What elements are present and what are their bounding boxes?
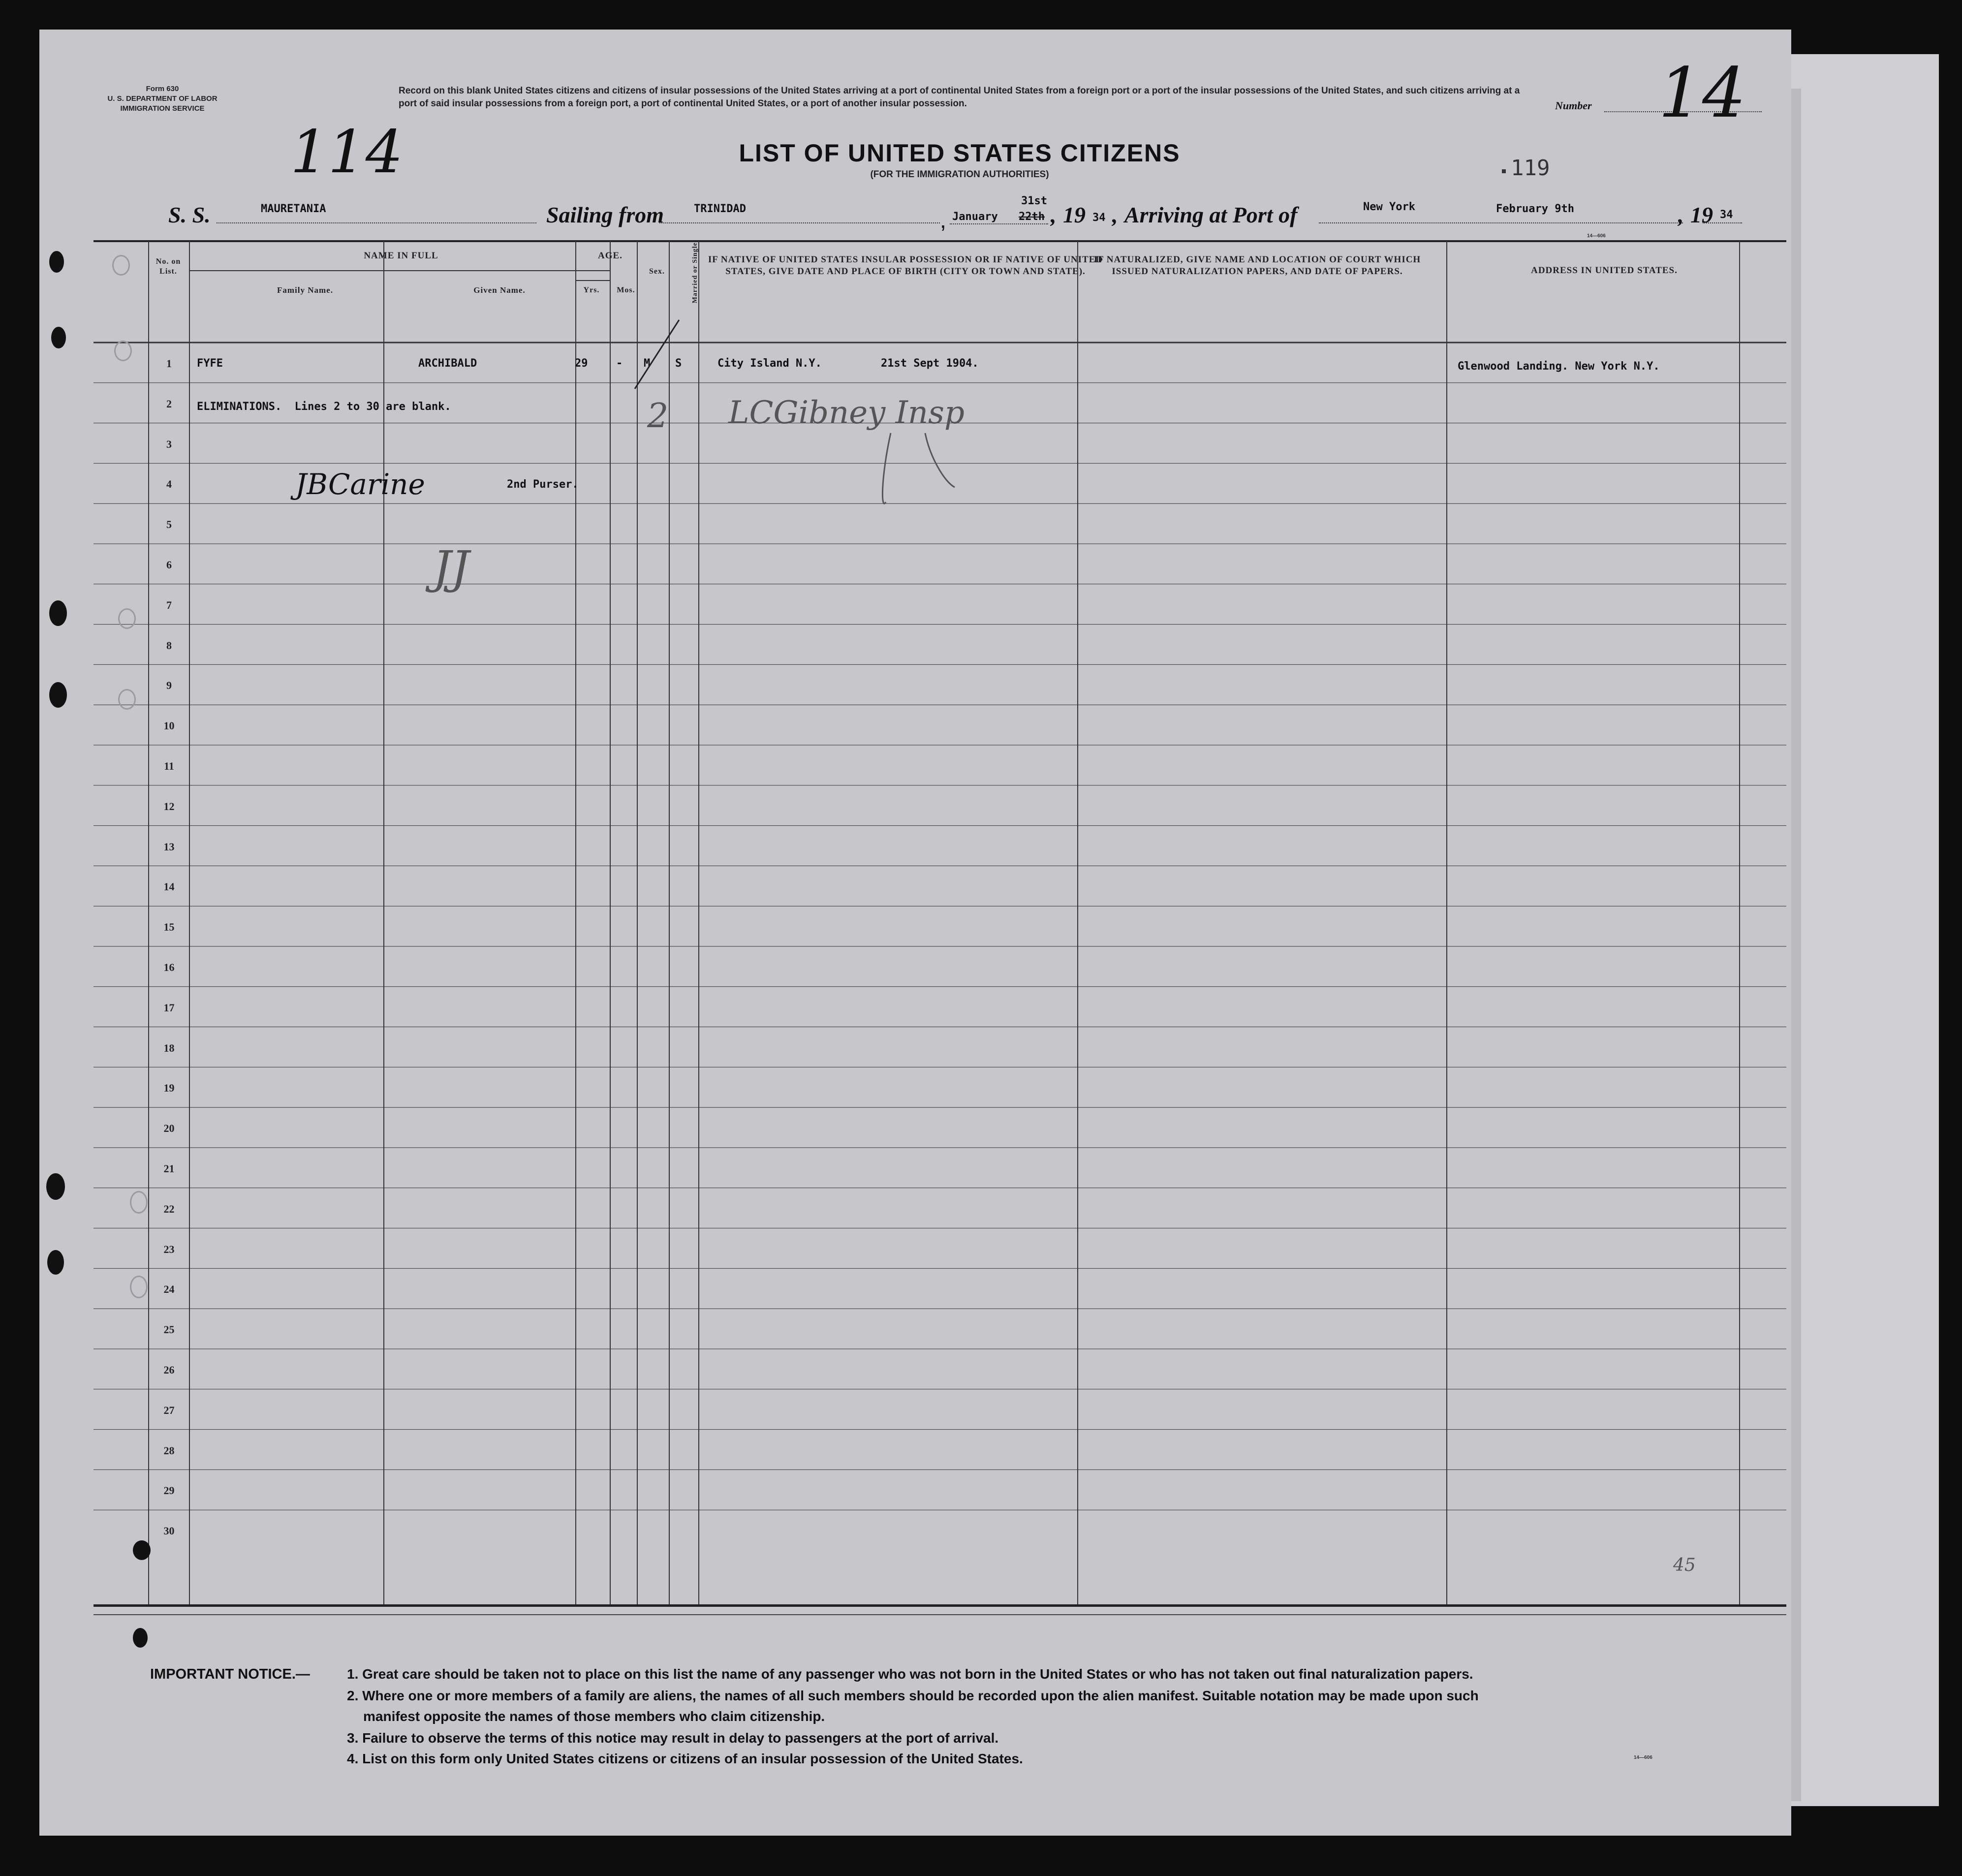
punch-hole (49, 600, 67, 626)
line-number: 8 (166, 639, 172, 652)
line-number: 15 (163, 921, 175, 934)
punch-ring (130, 1276, 148, 1298)
punch-hole (133, 1628, 148, 1648)
line-number: 19 (163, 1082, 175, 1094)
arrival-year-prefix: 19 (1690, 202, 1713, 227)
col-mos: Mos. (617, 286, 635, 294)
handwritten-page-number-left: 114 (290, 118, 404, 187)
line-number: 6 (166, 559, 172, 571)
list-number: 119 (1511, 156, 1550, 181)
line-number: 12 (163, 800, 175, 813)
notice-item-4: 4. List on this form only United States citizens or citizens of an insular possession of the United States. (347, 1751, 1023, 1766)
line-number: 18 (163, 1041, 175, 1054)
sailing-label: Sailing from (546, 202, 664, 227)
line-number: 27 (163, 1404, 175, 1416)
punch-ring (112, 255, 130, 276)
col-naturalized: IF NATURALIZED, GIVE NAME AND LOCATION OF COURT WHICH ISSUED NATURALIZATION PAPERS, AND DATE OF PAPERS. (1093, 254, 1421, 277)
printer-code-top: 14—606 (1587, 233, 1606, 239)
ship-name: MAURETANIA (261, 203, 326, 215)
signature-flourish (871, 428, 969, 517)
handwritten-initials: JJ (433, 541, 469, 594)
col-name-in-full: NAME IN FULL (364, 250, 438, 261)
age-dash-stroke (625, 315, 684, 394)
line-number: 23 (163, 1243, 175, 1255)
col-given-name: Given Name. (473, 285, 526, 295)
col-sex: Sex. (649, 267, 665, 276)
line-number: 20 (163, 1122, 175, 1135)
manifest-sheet: Form 630 U. S. DEPARTMENT OF LABOR IMMIGRATION SERVICE 114 Record on this blank United States citizens and citizens of insular possessions of the United States arriving at a port of continental United States from a foreign port or a port of the insular possessions of the United States, and such citizens arriving at a port of said insular possessions from a foreign port, a port of continental United States, or a port of another insular possession. Number 14 LIST OF UNITED STATES CITIZENS (FOR THE IMMIGRATION AUTHORITIES) 119 S. S. MAURETANIA Sailing from TRINIDAD , January 22th 31st , 19 34 , Arriving at Port of New York February 9th , 19 34 14—606 No. on List. NAME IN FULL Family Name. Given Name. AGE. Yrs. Mos. Sex. Married or Single. IF NATIVE OF UNITED STATES INSULAR POSSESSION OR IF NATIVE OF UNITED STATES, GIVE DATE AND PLACE OF BIRTH (CITY OR TOWN AND STATE). IF NATURALIZED, GIVE NAME AND LOCATION OF COURT WHICH ISSUED NATURALIZATION PAPERS, AND DATE OF PAPERS. ADDRESS IN UNITED STATES. 1 2 3 4 5 6 7 8 9 10 11 12 13 14 15 16 17 18 19 20 21 22 23 24 25 26 27 28 29 30 FYFE ARCHIBALD 29 - M S City Island N.Y. 21st Sept 1904. Glenwood Landing. New York N.Y. ELIMINATIONS. Lines 2 to 30 are blank. 2 LCGibney Insp JBCarine 2nd Purser. JJ 45 IMPORTANT NOTICE.— 1. Great care should be taken not to place on this list the name of any passenger who was not born in the United States or who has not taken out final naturalization papers. 2. Where one or more members of a family are aliens, the names of all such members should be recorded upon the alien manifest. Suitable notation may be made upon such manifest opposite the names of those members who claim citizenship. 3. Failure to observe the terms of this notice may result in delay to passengers at the port of arrival. 4. List on this form only United States citizens or citizens of an insular possession of the United States. 14—606 (39, 30, 1791, 1836)
notice-item-2-cont: manifest opposite the names of those members who claim citizenship. (363, 1709, 825, 1724)
col-family-name: Family Name. (277, 285, 333, 295)
line-number: 21 (163, 1162, 175, 1175)
number-label: Number (1555, 99, 1592, 112)
punch-hole (47, 1250, 64, 1275)
punch-hole (49, 251, 64, 273)
row1-age-months: - (616, 357, 623, 370)
col-age: AGE. (598, 250, 623, 261)
col-native: IF NATIVE OF UNITED STATES INSULAR POSSESSION OR IF NATIVE OF UNITED STATES, GIVE DATE AND PLACE OF BIRTH (CITY OR TOWN AND STATE). (708, 254, 1103, 277)
punch-ring (118, 608, 136, 629)
line-number: 11 (164, 760, 174, 772)
inspector-signature: LCGibney Insp (728, 395, 965, 431)
row1-address: Glenwood Landing. New York N.Y. (1458, 360, 1660, 373)
notice-item-2: 2. Where one or more members of a family are aliens, the names of all such members should be recorded upon the alien manifest. Suitable notation may be made upon such (347, 1688, 1479, 1703)
service: IMMIGRATION SERVICE (120, 104, 205, 113)
row1-birth-place: City Island N.Y. (717, 357, 822, 370)
depart-day-struck: 22th (1019, 211, 1045, 223)
line-number: 28 (163, 1444, 175, 1457)
eliminations-note: ELIMINATIONS. Lines 2 to 30 are blank. (197, 401, 451, 413)
punch-ring (118, 689, 136, 710)
row1-family-name: FYFE (197, 357, 223, 370)
row1-sex: M (644, 357, 651, 370)
punch-hole (133, 1540, 151, 1560)
page-title: LIST OF UNITED STATES CITIZENS (739, 139, 1181, 167)
notice-heading: IMPORTANT NOTICE.— (150, 1666, 310, 1682)
punch-hole (51, 327, 66, 348)
col-married: Married or Single. (691, 240, 699, 304)
col-address: ADDRESS IN UNITED STATES. (1531, 265, 1678, 276)
page-subtitle: (FOR THE IMMIGRATION AUTHORITIES) (870, 169, 1049, 180)
record-instruction: Record on this blank United States citizens and citizens of insular possessions of the United States arriving at a port of continental United States from a foreign port or a port of the insular possessions of the United States, and such citizens arriving at a port of said insular possessions from a foreign port, a port of continental United States, or a port of another insular possession. (399, 86, 1520, 109)
line-number: 3 (166, 438, 172, 450)
punch-ring (114, 341, 132, 361)
arrival-date: February 9th (1496, 203, 1574, 215)
punch-ring (130, 1191, 148, 1214)
arrival-year: 34 (1720, 209, 1733, 221)
depart-year: 34 (1092, 212, 1106, 224)
table-grid (39, 30, 1791, 1836)
line-number: 5 (166, 518, 172, 531)
arriving-label: Arriving at Port of (1124, 202, 1298, 227)
line-number: 7 (166, 598, 172, 611)
notice-item-1: 1. Great care should be taken not to place on this list the name of any passenger who was not born in the United States or who has not taken out final naturalization papers. (347, 1666, 1473, 1682)
notice-item-3: 3. Failure to observe the terms of this notice may result in delay to passengers at the port of arrival. (347, 1730, 999, 1746)
line-number: 2 (166, 397, 172, 410)
line-number: 24 (163, 1283, 175, 1296)
punch-hole (49, 682, 67, 708)
department: U. S. DEPARTMENT OF LABOR (107, 94, 218, 103)
row1-birth-date: 21st Sept 1904. (881, 357, 979, 370)
arrival-port: New York (1363, 201, 1415, 213)
line-number: 1 (166, 357, 172, 370)
col-yrs: Yrs. (583, 286, 600, 294)
line-number: 30 (163, 1525, 175, 1537)
punch-hole (46, 1173, 65, 1200)
row1-given-name: ARCHIBALD (418, 357, 477, 370)
ss-label: S. S. (168, 202, 211, 227)
purser-title: 2nd Purser. (507, 478, 579, 491)
line-number: 10 (163, 719, 175, 732)
underlying-page-edge (1791, 54, 1939, 1806)
depart-month: January (952, 211, 998, 223)
line-number: 4 (166, 478, 172, 491)
line-number: 25 (163, 1323, 175, 1336)
sailing-from: TRINIDAD (694, 203, 746, 215)
col-no: No. on List. (156, 257, 181, 276)
signature-prefix: 2 (647, 397, 669, 436)
depart-year-prefix: 19 (1063, 202, 1086, 227)
line-number: 16 (163, 961, 175, 973)
line-number: 13 (163, 840, 175, 853)
line-number: 22 (163, 1202, 175, 1215)
bottom-number: 45 (1673, 1555, 1696, 1575)
line-number: 26 (163, 1364, 175, 1376)
row1-age-years: 29 (575, 357, 588, 370)
row1-married: S (675, 357, 682, 370)
depart-day: 31st (1021, 195, 1047, 207)
printer-code-bottom: 14—606 (1634, 1755, 1652, 1760)
line-number: 29 (163, 1484, 175, 1497)
purser-signature: JBCarine (295, 468, 425, 501)
handwritten-page-number: 14 (1658, 53, 1746, 133)
line-number: 14 (163, 880, 175, 893)
line-number: 9 (166, 679, 172, 692)
line-number: 17 (163, 1001, 175, 1014)
form-number: Form 630 (146, 85, 179, 93)
